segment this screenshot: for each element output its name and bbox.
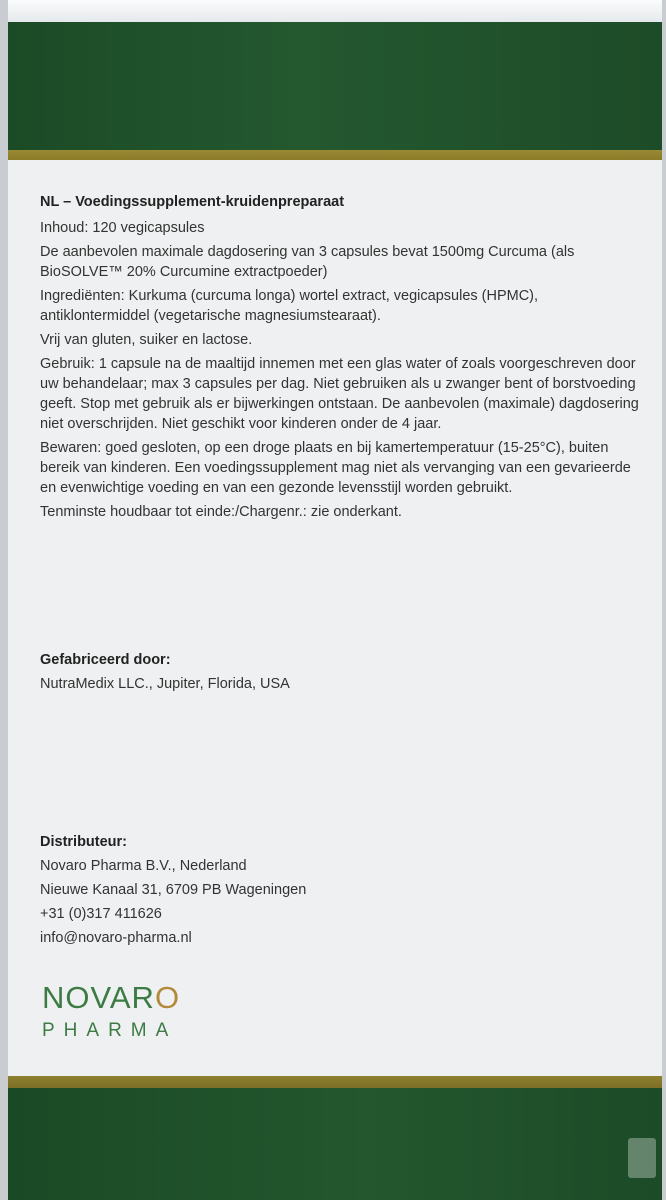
distributor-email: info@novaro-pharma.nl [40, 930, 192, 946]
distributor-label: Distributeur: [40, 834, 127, 850]
distributor-address: Nieuwe Kanaal 31, 6709 PB Wageningen [40, 882, 307, 898]
top-gold-stripe [8, 150, 662, 160]
free-of-text: Vrij van gluten, suiker en lactose. [40, 332, 253, 348]
ingredients-text: Ingrediënten: Kurkuma (curcuma longa) wortel extract, vegicapsules (HPMC), antiklontermiddel (vegetarische magnesiumstearaat). [40, 288, 539, 324]
best-before-text: Tenminste houdbaar tot einde:/Chargenr.: zie onderkant. [40, 504, 402, 520]
top-green-band [8, 22, 662, 150]
storage-text: Bewaren: goed gesloten, op een droge plaats en bij kamertemperatuur (15-25°C), buiten bereik van kinderen. Een voedingssupplement mag niet als vervanging van een gevarieerde en evenwichtige voeding en van een gezonde levensstijl worden gebruikt. [40, 440, 631, 496]
distributor-block [40, 830, 640, 950]
box-top-flap [8, 0, 662, 23]
novaro-pharma-logo [42, 980, 242, 1060]
product-box [8, 0, 662, 1200]
bottom-gold-stripe [8, 1076, 662, 1088]
worn-corner-mark [628, 1138, 656, 1178]
logo-wordmark: NOVARO [42, 980, 181, 1015]
dosage-text: De aanbevolen maximale dagdosering van 3 capsules bevat 1500mg Curcuma (als BioSOLVE™ 20% Curcumine extractpoeder) [40, 244, 575, 280]
product-heading: NL – Voedingssupplement-kruidenpreparaat [40, 194, 345, 210]
logo-subtitle: PHARMA [42, 1020, 178, 1041]
usage-text: Gebruik: 1 capsule na de maaltijd innemen met een glas water of zoals voorgeschreven door uw behandelaar; max 3 capsules per dag. Niet gebruiken als u zwanger bent of borstvoeding geeft. Stop met gebruik als er bijwerkingen ontstaan. De aanbevolen (maximale) dagdosering niet overschrijden. Niet geschikt voor kinderen onder de 4 jaar. [40, 356, 639, 432]
distributor-name: Novaro Pharma B.V., Nederland [40, 858, 247, 874]
manufacturer-name: NutraMedix LLC., Jupiter, Florida, USA [40, 676, 290, 692]
manufacturer-block [40, 648, 640, 696]
bottom-green-band [8, 1088, 662, 1200]
manufacturer-label: Gefabriceerd door: [40, 652, 171, 668]
label-text [40, 192, 640, 526]
contents-text: Inhoud: 120 vegicapsules [40, 220, 205, 236]
distributor-phone: +31 (0)317 411626 [40, 906, 162, 922]
